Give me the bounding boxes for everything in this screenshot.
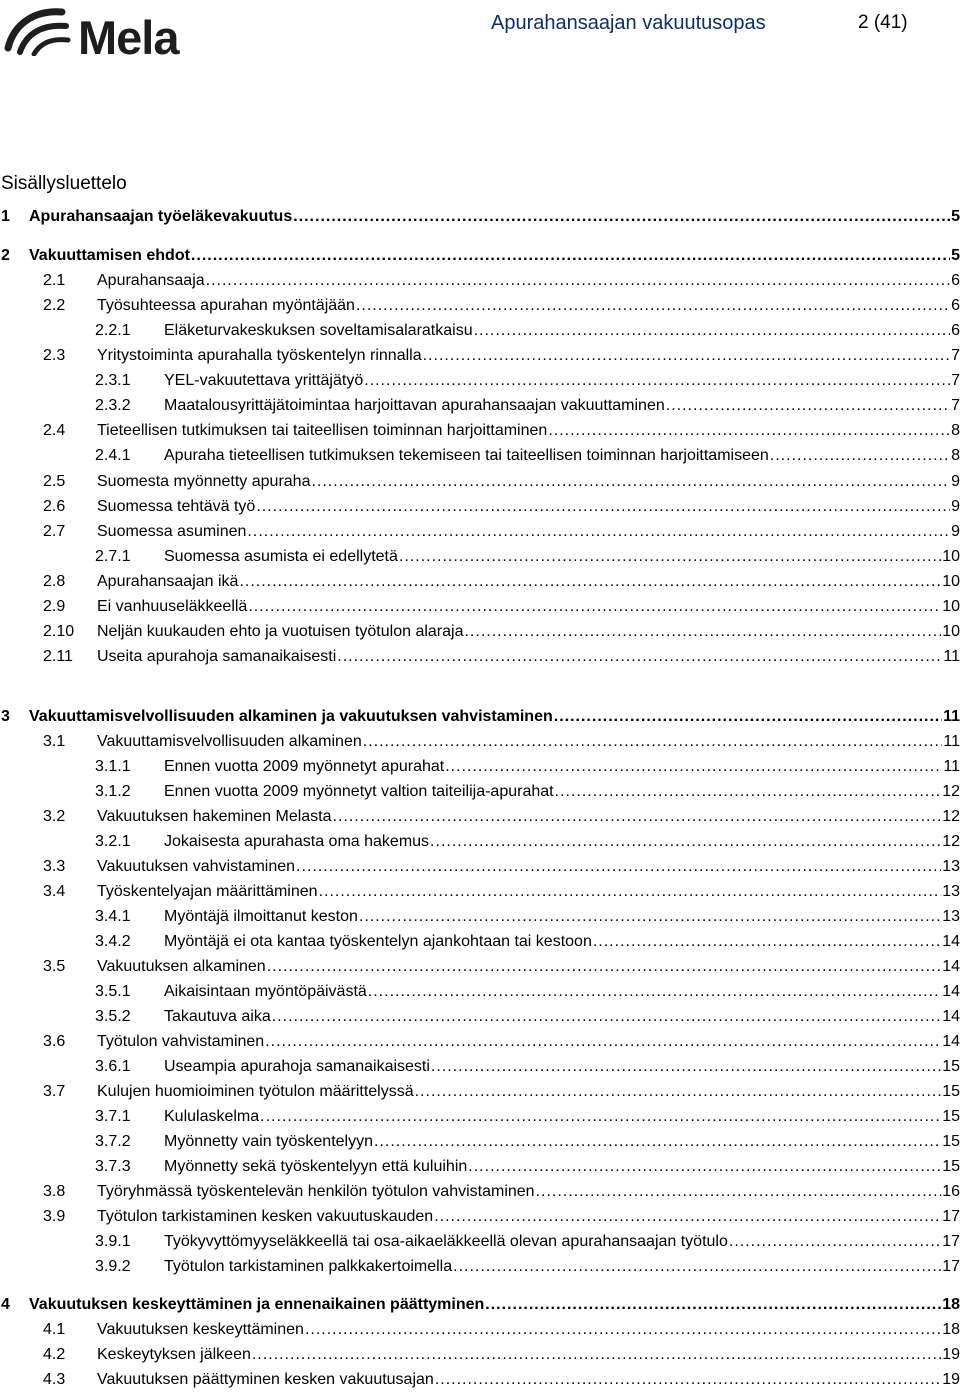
toc-entry[interactable] [43, 598, 960, 623]
toc-entry-page: 14 [942, 1008, 960, 1025]
toc-entry[interactable] [95, 397, 960, 422]
toc-entry-number: 3.5 [43, 958, 66, 975]
toc-entry[interactable] [95, 1158, 960, 1183]
toc-entry-page: 16 [942, 1183, 960, 1200]
toc-entry[interactable] [1, 1296, 960, 1321]
toc-entry-title: Useampia apurahoja samanaikaisesti [164, 1058, 430, 1075]
toc-entry-number: 3.7 [43, 1083, 66, 1100]
toc-entry-title: Kulujen huomioiminen työtulon määrittelyssä [97, 1083, 414, 1100]
toc-entry-title: Ei vanhuuseläkkeellä [97, 598, 248, 615]
toc-entry-number: 2.7.1 [95, 548, 131, 565]
toc-entry-page: 15 [942, 1108, 960, 1125]
toc-entry-page: 10 [942, 573, 960, 590]
toc-entry[interactable] [95, 1008, 960, 1033]
toc-entry-page: 9 [951, 523, 960, 540]
toc-dot-leader [272, 1008, 941, 1026]
toc-entry-page: 12 [942, 783, 960, 800]
toc-entry-number: 3.5.2 [95, 1008, 131, 1025]
toc-entry-number: 3.5.1 [95, 983, 131, 1000]
toc-entry-page: 11 [943, 708, 960, 725]
toc-entry-title: Työtulon tarkistaminen kesken vakuutuskauden [97, 1208, 434, 1225]
toc-entry-title: Suomessa tehtävä työ [97, 498, 256, 515]
toc-entry-number: 2.4.1 [95, 447, 131, 464]
toc-entry-page: 12 [942, 808, 960, 825]
toc-entry[interactable] [43, 958, 960, 983]
toc-dot-leader [554, 708, 942, 726]
toc-entry-page: 11 [943, 758, 960, 775]
toc-entry[interactable] [95, 758, 960, 783]
toc-entry-page: 18 [942, 1296, 960, 1313]
toc-entry-number: 3.4 [43, 883, 66, 900]
toc-entry-title: Myönnetty sekä työskentelyyn että kuluihin [164, 1158, 468, 1175]
toc-entry[interactable] [43, 808, 960, 833]
toc-entry-title: Vakuutuksen alkaminen [97, 958, 266, 975]
toc-entry-page: 14 [942, 983, 960, 1000]
toc-dot-leader [536, 1183, 942, 1201]
toc-entry-title: Keskeytyksen jälkeen [97, 1346, 251, 1363]
toc-entry[interactable] [95, 447, 960, 472]
toc-entry[interactable] [1, 708, 960, 733]
toc-entry-title: Vakuutuksen keskeyttäminen [97, 1321, 304, 1338]
toc-entry-title: Työkyvyttömyyseläkkeellä tai osa-aikaeläkkeellä olevan apurahansaajan työtulo [164, 1233, 728, 1250]
toc-dot-leader [191, 247, 950, 265]
toc-entry[interactable] [43, 733, 960, 758]
toc-entry[interactable] [1, 208, 960, 233]
toc-entry-number: 3.9.1 [95, 1233, 131, 1250]
toc-entry-page: 6 [951, 272, 960, 289]
toc-dot-leader [453, 1258, 941, 1276]
toc-entry[interactable] [95, 783, 960, 808]
toc-dot-leader [319, 883, 942, 901]
toc-entry[interactable] [95, 372, 960, 397]
toc-entry-number: 2.9 [43, 598, 66, 615]
toc-entry-title: Työsuhteessa apurahan myöntäjään [97, 297, 355, 314]
toc-entry-number: 2.1 [43, 272, 66, 289]
toc-entry-title: Vakuutuksen vahvistaminen [97, 858, 296, 875]
toc-entry-title: Apurahansaaja [97, 272, 205, 289]
toc-dot-leader [363, 733, 943, 751]
toc-dot-leader [555, 783, 942, 801]
toc-entry-number: 2 [1, 247, 10, 264]
toc-entry-number: 3.2.1 [95, 833, 131, 850]
toc-heading: Sisällysluettelo [1, 173, 127, 194]
toc-dot-leader [431, 1058, 941, 1076]
toc-entry-title: Suomessa asumista ei edellytetä [164, 548, 398, 565]
toc-entry-number: 3.1 [43, 733, 66, 750]
toc-entry[interactable] [43, 1321, 960, 1346]
toc-entry-page: 14 [942, 933, 960, 950]
toc-dot-leader [296, 858, 941, 876]
toc-dot-leader [305, 1321, 941, 1339]
toc-entry-title: Työtulon vahvistaminen [97, 1033, 265, 1050]
toc-dot-leader [248, 598, 941, 616]
toc-entry-number: 2.3 [43, 347, 66, 364]
toc-entry-page: 8 [951, 422, 960, 439]
page-number: 2 (41) [858, 12, 908, 33]
toc-dot-leader [256, 498, 950, 516]
toc-dot-leader [293, 208, 950, 226]
toc-entry-number: 1 [1, 208, 10, 225]
toc-entry-page: 17 [942, 1233, 960, 1250]
toc-entry-number: 2.3.2 [95, 397, 131, 414]
toc-entry[interactable] [95, 1233, 960, 1258]
toc-entry-page: 15 [942, 1083, 960, 1100]
toc-dot-leader [265, 1033, 941, 1051]
toc-entry-number: 3 [1, 708, 10, 725]
page-header [0, 0, 960, 64]
toc-entry-page: 7 [951, 397, 960, 414]
toc-dot-leader [337, 648, 942, 666]
toc-dot-leader [368, 983, 941, 1001]
toc-entry-title: Useita apurahoja samanaikaisesti [97, 648, 337, 665]
toc-entry-number: 3.9 [43, 1208, 66, 1225]
toc-dot-leader [247, 523, 950, 541]
toc-entry-number: 3.7.2 [95, 1133, 131, 1150]
toc-dot-leader [445, 758, 942, 776]
toc-entry-page: 10 [942, 598, 960, 615]
toc-dot-leader [252, 1346, 941, 1364]
toc-entry-title: Apurahansaajan työeläkevakuutus [29, 208, 293, 225]
toc-entry[interactable] [95, 833, 960, 858]
toc-entry-page: 15 [942, 1058, 960, 1075]
toc-entry-page: 15 [942, 1158, 960, 1175]
toc-entry-title: Työskentelyajan määrittäminen [97, 883, 318, 900]
toc-dot-leader [770, 447, 950, 465]
toc-entry-title: Eläketurvakeskuksen soveltamisalaratkaisu [164, 322, 473, 339]
toc-entry-number: 4.3 [43, 1371, 66, 1388]
toc-dot-leader [333, 808, 942, 826]
toc-entry-title: Vakuuttamisen ehdot [29, 247, 190, 264]
toc-entry-page: 7 [951, 372, 960, 389]
toc-dot-leader [468, 1158, 941, 1176]
toc-entry-page: 9 [951, 473, 960, 490]
toc-entry-page: 6 [951, 297, 960, 314]
toc-entry-title: Ennen vuotta 2009 myönnetyt apurahat [164, 758, 445, 775]
logo-text: Mela [78, 11, 179, 64]
toc-entry[interactable] [43, 347, 960, 372]
toc-entry-page: 11 [943, 648, 960, 665]
toc-dot-leader [415, 1083, 942, 1101]
toc-entry-number: 3.4.2 [95, 933, 131, 950]
toc-dot-leader [666, 397, 950, 415]
toc-entry-number: 4.1 [43, 1321, 66, 1338]
toc-entry-page: 10 [942, 623, 960, 640]
toc-entry-page: 7 [951, 347, 960, 364]
mela-logo-mark-icon [0, 4, 72, 56]
toc-entry-number: 2.4 [43, 422, 66, 439]
toc-entry-number: 3.9.2 [95, 1258, 131, 1275]
mela-logo [0, 4, 190, 64]
toc-entry[interactable] [43, 1083, 960, 1108]
toc-entry-number: 3.1.1 [95, 758, 131, 775]
toc-dot-leader [548, 422, 950, 440]
toc-dot-leader [267, 958, 942, 976]
toc-entry[interactable] [95, 1058, 960, 1083]
toc-entry-page: 14 [942, 958, 960, 975]
toc-entry[interactable] [95, 548, 960, 573]
toc-dot-leader [239, 573, 941, 591]
toc-entry-number: 3.4.1 [95, 908, 131, 925]
toc-entry[interactable] [95, 933, 960, 958]
toc-dot-leader [435, 1371, 941, 1389]
toc-entry[interactable] [43, 1371, 960, 1396]
toc-entry[interactable] [43, 623, 960, 648]
toc-entry-number: 3.1.2 [95, 783, 131, 800]
toc-entry[interactable] [95, 1258, 960, 1283]
toc-entry-number: 2.2.1 [95, 322, 131, 339]
toc-dot-leader [485, 1296, 941, 1314]
toc-entry-number: 3.6 [43, 1033, 66, 1050]
toc-entry-title: Vakuutuksen keskeyttäminen ja ennenaikainen päättyminen [29, 1296, 485, 1313]
toc-entry-page: 14 [942, 1033, 960, 1050]
toc-dot-leader [464, 623, 941, 641]
toc-entry-title: Apuraha tieteellisen tutkimuksen tekemiseen tai taiteellisen toiminnan harjoittamiseen [164, 447, 769, 464]
toc-entry-page: 10 [942, 548, 960, 565]
toc-entry[interactable] [43, 422, 960, 447]
toc-entry-page: 17 [942, 1258, 960, 1275]
toc-dot-leader [593, 933, 941, 951]
toc-entry-page: 17 [942, 1208, 960, 1225]
toc-entry[interactable] [43, 473, 960, 498]
toc-entry[interactable] [1, 247, 960, 272]
toc-entry[interactable] [43, 272, 960, 297]
toc-entry-number: 4 [1, 1296, 10, 1313]
toc-entry-page: 12 [942, 833, 960, 850]
toc-entry-title: Suomessa asuminen [97, 523, 247, 540]
toc-entry-number: 3.7.1 [95, 1108, 131, 1125]
toc-entry-title: Apurahansaajan ikä [97, 573, 239, 590]
toc-entry[interactable] [43, 1033, 960, 1058]
toc-entry-title: Yritystoiminta apurahalla työskentelyn rinnalla [97, 347, 422, 364]
toc-dot-leader [206, 272, 950, 290]
toc-entry-number: 3.6.1 [95, 1058, 131, 1075]
toc-entry-title: Maatalousyrittäjätoimintaa harjoittavan apurahansaajan vakuuttaminen [164, 397, 665, 414]
toc-dot-leader [260, 1108, 941, 1126]
toc-entry-page: 13 [942, 858, 960, 875]
toc-entry-title: Vakuuttamisvelvollisuuden alkaminen ja vakuutuksen vahvistaminen [29, 708, 553, 725]
toc-entry-page: 18 [942, 1321, 960, 1338]
toc-dot-leader [359, 908, 941, 926]
toc-entry-page: 5 [951, 208, 960, 225]
toc-entry-number: 3.2 [43, 808, 66, 825]
toc-entry-title: Vakuutuksen hakeminen Melasta [97, 808, 332, 825]
toc-dot-leader [474, 322, 951, 340]
toc-entry-title: Neljän kuukauden ehto ja vuotuisen työtulon alaraja [97, 623, 464, 640]
toc-dot-leader [434, 1208, 941, 1226]
toc-entry-number: 3.7.3 [95, 1158, 131, 1175]
toc-entry-number: 4.2 [43, 1346, 66, 1363]
toc-entry[interactable] [43, 498, 960, 523]
toc-entry[interactable] [43, 883, 960, 908]
toc-entry-number: 2.5 [43, 473, 66, 490]
toc-entry[interactable] [95, 908, 960, 933]
toc-entry[interactable] [43, 1208, 960, 1233]
toc-dot-leader [729, 1233, 941, 1251]
toc-entry-title: Myönnetty vain työskentelyyn [164, 1133, 373, 1150]
toc-entry[interactable] [95, 983, 960, 1008]
toc-entry-title: Takautuva aika [164, 1008, 271, 1025]
toc-entry[interactable] [43, 858, 960, 883]
toc-entry[interactable] [43, 1183, 960, 1208]
toc-entry-title: Jokaisesta apurahasta oma hakemus [164, 833, 430, 850]
toc-entry-title: YEL-vakuutettava yrittäjätyö [164, 372, 364, 389]
toc-entry-title: Vakuutuksen päättyminen kesken vakuutusajan [97, 1371, 434, 1388]
toc-entry-number: 2.7 [43, 523, 66, 540]
toc-dot-leader [356, 297, 950, 315]
toc-dot-leader [423, 347, 950, 365]
toc-dot-leader [399, 548, 941, 566]
toc-entry-page: 15 [942, 1133, 960, 1150]
toc-entry-title: Työryhmässä työskentelevän henkilön työtulon vahvistaminen [97, 1183, 535, 1200]
toc-entry-page: 9 [951, 498, 960, 515]
toc-entry-title: Tieteellisen tutkimuksen tai taiteellisen toiminnan harjoittaminen [97, 422, 548, 439]
document-title: Apurahansaajan vakuutusopas [491, 12, 766, 34]
toc-entry-title: Myöntäjä ei ota kantaa työskentelyn ajankohtaan tai kestoon [164, 933, 592, 950]
toc-entry-number: 2.2 [43, 297, 66, 314]
toc-entry-number: 2.8 [43, 573, 66, 590]
toc-entry[interactable] [95, 1108, 960, 1133]
toc-dot-leader [430, 833, 941, 851]
toc-entry-title: Työtulon tarkistaminen palkkakertoimella [164, 1258, 453, 1275]
toc-dot-leader [374, 1133, 941, 1151]
toc-dot-leader [364, 372, 950, 390]
toc-entry-page: 13 [942, 908, 960, 925]
toc-dot-leader [311, 473, 950, 491]
toc-entry[interactable] [95, 1133, 960, 1158]
toc-entry-number: 2.10 [43, 623, 75, 640]
toc-entry-title: Myöntäjä ilmoittanut keston [164, 908, 358, 925]
toc-entry-number: 2.11 [43, 648, 73, 665]
toc-entry-number: 3.3 [43, 858, 66, 875]
toc-entry-page: 5 [951, 247, 960, 264]
toc-entry-page: 11 [943, 733, 960, 750]
toc-entry-title: Suomesta myönnetty apuraha [97, 473, 311, 490]
toc-entry-page: 13 [942, 883, 960, 900]
toc-entry[interactable] [43, 523, 960, 548]
toc-entry[interactable] [43, 1346, 960, 1371]
toc-entry[interactable] [43, 573, 960, 598]
toc-entry-number: 2.6 [43, 498, 66, 515]
toc-entry-title: Aikaisintaan myöntöpäivästä [164, 983, 367, 1000]
toc-entry-title: Ennen vuotta 2009 myönnetyt valtion taiteilija-apurahat [164, 783, 554, 800]
toc-entry-page: 8 [951, 447, 960, 464]
toc-entry-page: 19 [942, 1371, 960, 1388]
toc-entry-number: 2.3.1 [95, 372, 131, 389]
toc-entry[interactable] [43, 648, 960, 673]
toc-entry-number: 3.8 [43, 1183, 66, 1200]
toc-entry-page: 6 [951, 322, 960, 339]
toc-entry-title: Vakuuttamisvelvollisuuden alkaminen [97, 733, 362, 750]
toc-entry[interactable] [95, 322, 960, 347]
toc-entry[interactable] [43, 297, 960, 322]
toc-entry-title: Kululaskelma [164, 1108, 260, 1125]
toc-entry-page: 19 [942, 1346, 960, 1363]
